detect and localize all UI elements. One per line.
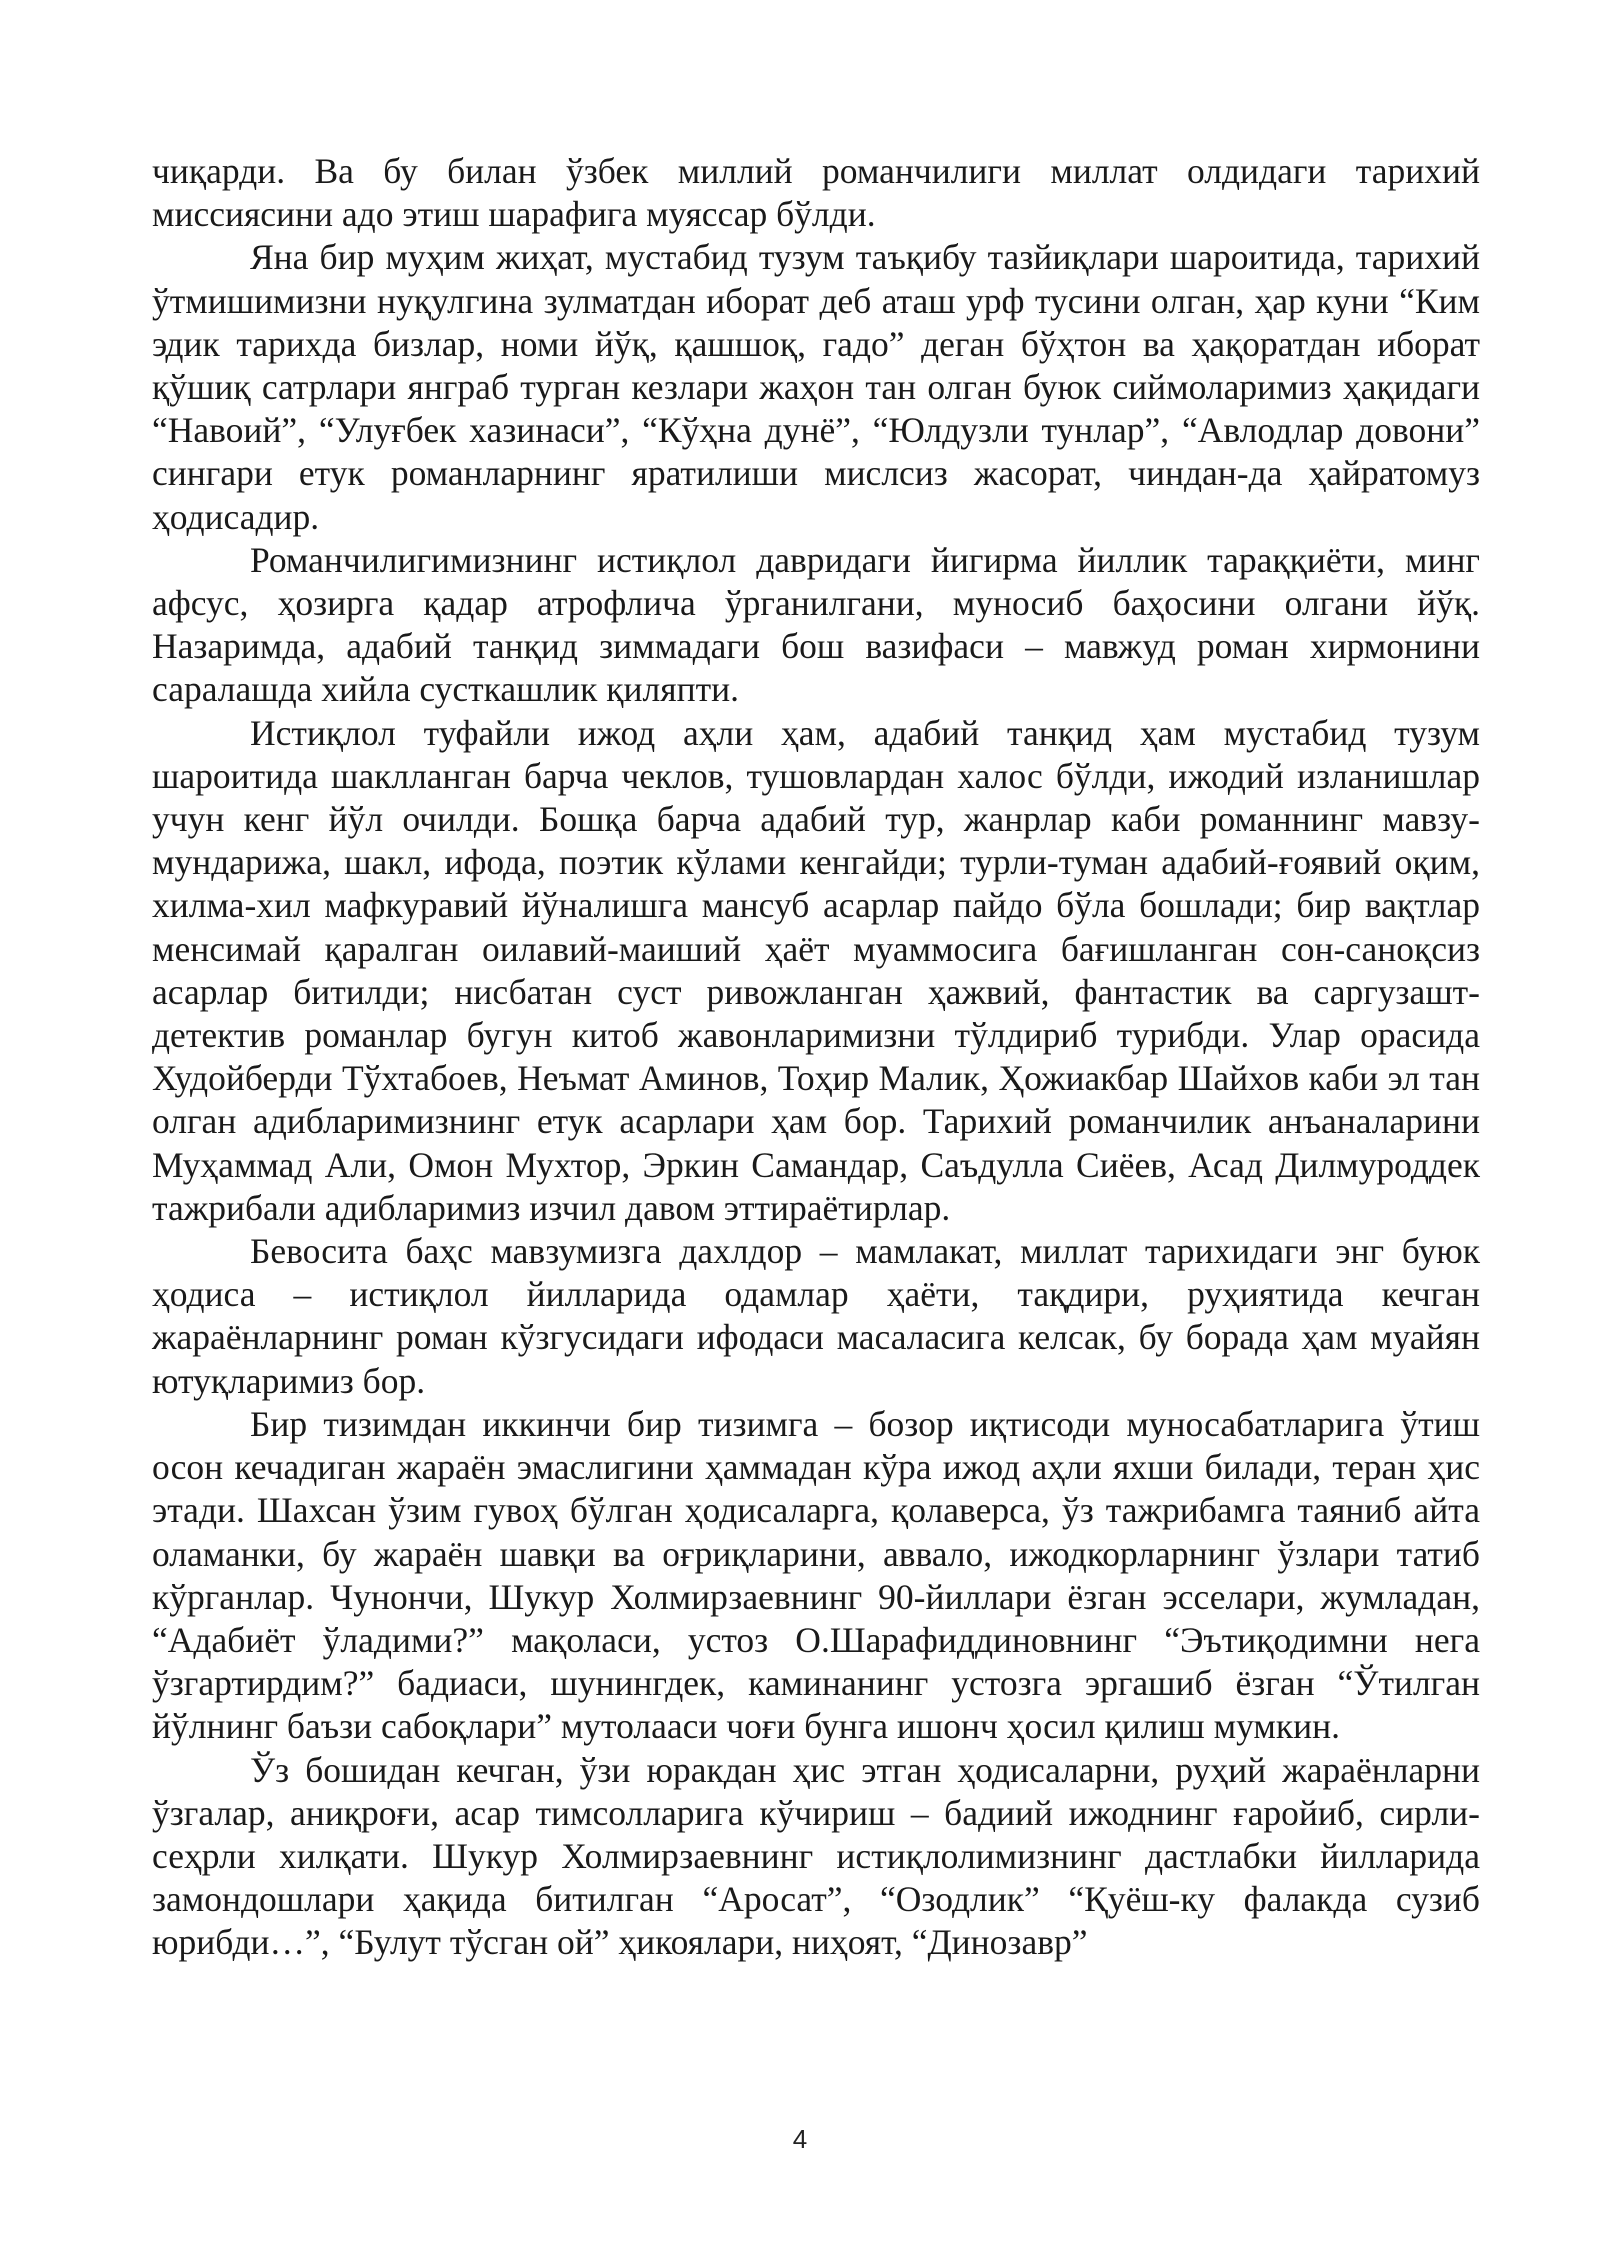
paragraph-6: Бир тизимдан иккинчи бир тизимга – бозор иқтисоди муносабатларига ўтиш осон кечадиган жараён эмаслигини ҳаммадан кўра ижод аҳли яхши билади, теран ҳис этади. Шахсан ўзим гувоҳ бўлган ҳодисаларга, қолаверса, ўз тажрибамга таяниб айта оламанки, бу жараён шавқи ва оғриқларини, аввало, ижодкорларнинг ўзлари татиб кўрганлар. Чунончи, Шукур Холмирзаевнинг 90-йиллари ёзган эсселари, жумладан, “Адабиёт ўладими?” мақоласи, устоз О.Шарафиддиновнинг “Эътиқодимни нега ўзгартирдим?” бадиаси, шунингдек, каминанинг устозга эргашиб ёзган “Ўтилган йўлнинг баъзи сабоқлари” мутолааси чоғи бунга ишонч ҳосил қилиш мумкин. bbox=[152, 1403, 1480, 1747]
page-number: 4 bbox=[792, 2124, 808, 2154]
paragraph-7: Ўз бошидан кечган, ўзи юракдан ҳис этган ҳодисаларни, руҳий жараёнларни ўзгалар, аниқроғи, асар тимсолларига кўчириш – бадиий ижоднинг ғаройиб, сирли-сеҳрли хилқати. Шукур Холмирзаевнинг истиқлолимизнинг дастлабки йилларида замондошлари ҳақида битилган “Аросат”, “Озодлик” “Қуёш-ку фалакда сузиб юрибди…”, “Булут тўсган ой” ҳикоялари, ниҳоят, “Динозавр” bbox=[152, 1749, 1480, 1963]
paragraph-1: чиқарди. Ва бу билан ўзбек миллий романчилиги миллат олдидаги тарихий миссиясини адо этиш шарафига муяссар бўлди. bbox=[152, 151, 1480, 235]
paragraph-2: Яна бир муҳим жиҳат, мустабид тузум таъқибу тазйиқлари шароитида, тарихий ўтмишимизни нуқулгина зулматдан иборат деб аташ урф тусини олган, ҳар куни “Ким эдик тарихда бизлар, номи йўқ, қашшоқ, гадо” деган бўҳтон ва ҳақоратдан иборат қўшиқ сатрлари янграб турган кезлари жаҳон тан олган буюк сиймоларимиз ҳақидаги “Навоий”, “Улуғбек хазинаси”, “Кўҳна дунё”, “Юлдузли тунлар”, “Авлодлар довони” сингари етук романларнинг яратилиши мислсиз жасорат, чиндан-да ҳайратомуз ҳодисадир. bbox=[152, 237, 1480, 537]
paragraph-3: Романчилигимизнинг истиқлол давридаги йигирма йиллик тараққиёти, минг афсус, ҳозирга қадар атрофлича ўрганилгани, муносиб баҳосини олгани йўқ. Назаримда, адабий танқид зиммадаги бош вазифаси – мавжуд роман хирмонини саралашда хийла сусткашлик қиляпти. bbox=[152, 539, 1480, 710]
document-page bbox=[152, 150, 1480, 1965]
paragraph-5: Бевосита баҳс мавзумизга дахлдор – мамлакат, миллат тарихидаги энг буюк ҳодиса – истиқлол йилларида одамлар ҳаёти, тақдири, руҳиятида кечган жараёнларнинг роман кўзгусидаги ифодаси масаласига келсак, бу борада ҳам муайян ютуқларимиз бор. bbox=[152, 1231, 1480, 1401]
paragraph-4: Истиқлол туфайли ижод аҳли ҳам, адабий танқид ҳам мустабид тузум шароитида шаклланган барча чеклов, тушовлардан халос бўлди, ижодий изланишлар учун кенг йўл очилди. Бошқа барча адабий тур, жанрлар каби романнинг мавзу-мундарижа, шакл, ифода, поэтик кўлами кенгайди; турли-туман адабий-ғоявий оқим, хилма-хил мафкуравий йўналишга мансуб асарлар пайдо бўла бошлади; бир вақтлар менсимай қаралган оилавий-маиший ҳаёт муаммосига бағишланган сон-саноқсиз асарлар битилди; нисбатан суст ривожланган ҳажвий, фантастик ва саргузашт-детектив романлар бугун китоб жавонларимизни тўлдириб турибди. Улар орасида Худойберди Тўхтабоев, Неъмат Аминов, Тоҳир Малик, Ҳожиакбар Шайхов каби эл тан олган адибларимизнинг етук асарлари ҳам бор. Тарихий романчилик анъаналарини Муҳаммад Али, Омон Мухтор, Эркин Самандар, Саъдулла Сиёев, Асад Дилмуроддек тажрибали адибларимиз изчил давом эттираётирлар. bbox=[152, 712, 1480, 1228]
